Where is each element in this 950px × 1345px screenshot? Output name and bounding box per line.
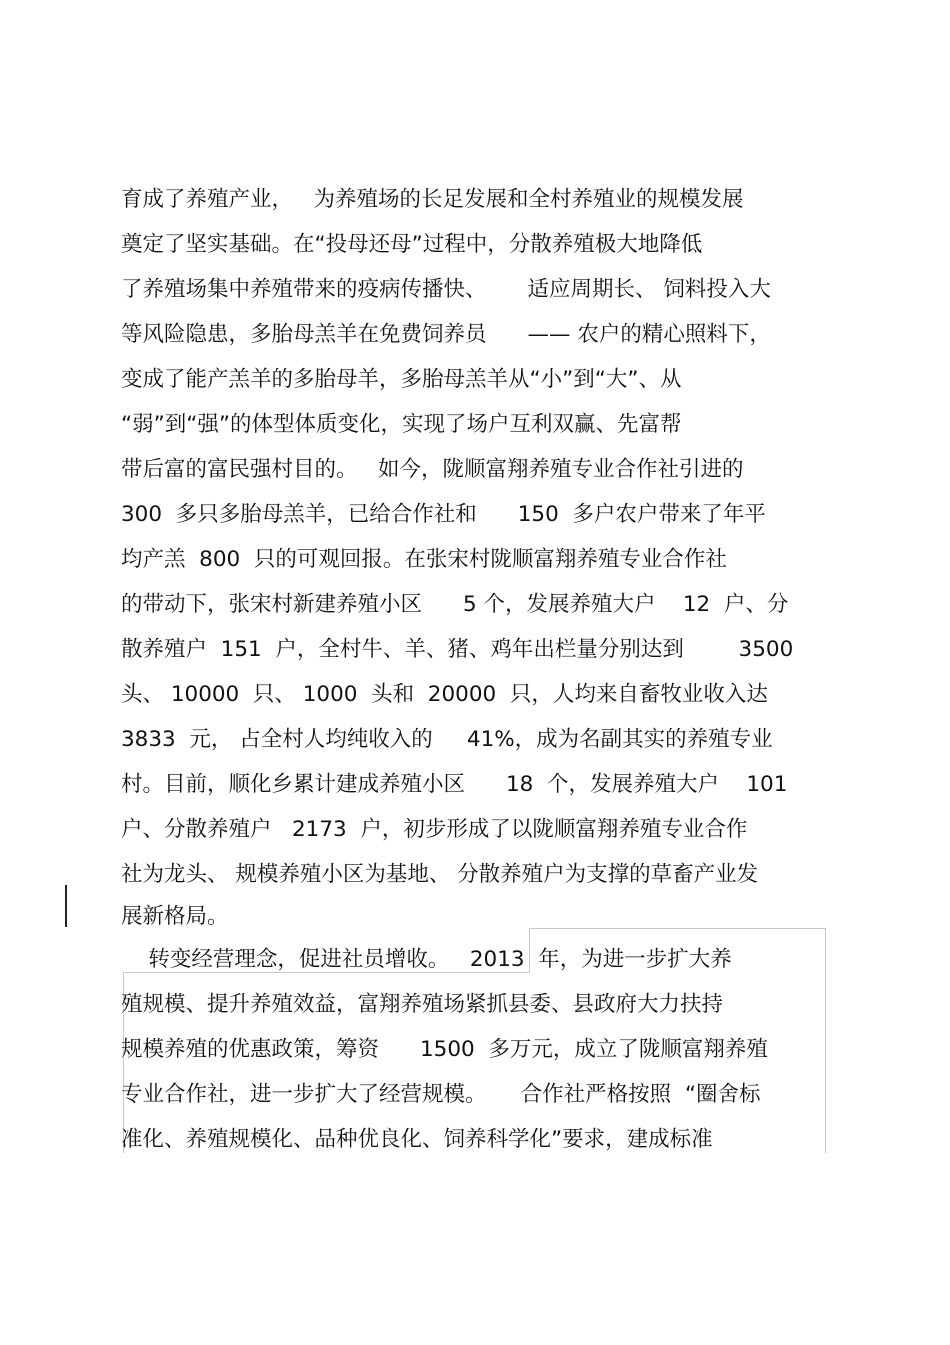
text-line: 社为龙头、 规模养殖小区为基地、 分散养殖户为支撑的草畜产业发: [121, 862, 759, 887]
text-line: “弱”到“强”的体型体质变化，实现了场户互利双赢、先富帮: [121, 412, 682, 437]
text-line: 等风险隐患，多胎母羔羊在免费饲养员 —— 农户的精心照料下，: [121, 322, 771, 347]
text-line: 转变经营理念，促进社员增收。 2013 年，为进一步扩大养: [121, 947, 732, 972]
text-line: 育成了养殖产业， 为养殖场的长足发展和全村养殖业的规模发展: [121, 187, 744, 212]
text-line: 3833 元， 占全村人均纯收入的 41%，成为名副其实的养殖专业: [121, 727, 773, 752]
text-line: 户、分散养殖户 2173 户，初步形成了以陇顺富翔养殖专业合作: [121, 817, 748, 842]
text-line: 头、 10000 只、 1000 头和 20000 只，人均来自畜牧业收入达: [121, 682, 768, 707]
text-line: 的带动下，张宋村新建养殖小区 5 个，发展养殖大户 12 户、分: [121, 592, 789, 617]
text-line: 了养殖场集中养殖带来的疫病传播快、 适应周期长、 饲料投入大: [121, 277, 771, 302]
text-line: 散养殖户 151 户，全村牛、羊、猪、鸡年出栏量分别达到 3500: [121, 637, 794, 662]
text-line: 带后富的富民强村目的。 如今，陇顺富翔养殖专业合作社引进的: [121, 457, 744, 482]
text-line: 专业合作社，进一步扩大了经营规模。 合作社严格按照 “圈舍标: [121, 1082, 761, 1107]
text-line: 均产羔 800 只的可观回报。在张宋村陇顺富翔养殖专业合作社: [121, 547, 727, 572]
frame-line-top: [529, 928, 825, 929]
text-line: 规模养殖的优惠政策，筹资 1500 多万元，成立了陇顺富翔养殖: [121, 1037, 768, 1062]
margin-change-bar: [65, 885, 67, 927]
text-line: 殖规模、提升养殖效益，富翔养殖场紧抓县委、县政府大力扶持: [121, 992, 724, 1017]
frame-line-right: [825, 928, 826, 1153]
text-line: 展新格局。: [121, 904, 229, 929]
text-line: 村。目前，顺化乡累计建成养殖小区 18 个，发展养殖大户 101: [121, 772, 788, 797]
text-line: 准化、养殖规模化、品种优良化、饲养科学化”要求，建成标准: [121, 1127, 713, 1152]
text-line: 奠定了坚实基础。在“投母还母”过程中，分散养殖极大地降低: [121, 232, 703, 257]
text-line: 变成了能产羔羊的多胎母羊，多胎母羔羊从“小”到“大”、从: [121, 367, 682, 392]
text-line: 300 多只多胎母羔羊，已给合作社和 150 多户农户带来了年平: [121, 502, 766, 527]
